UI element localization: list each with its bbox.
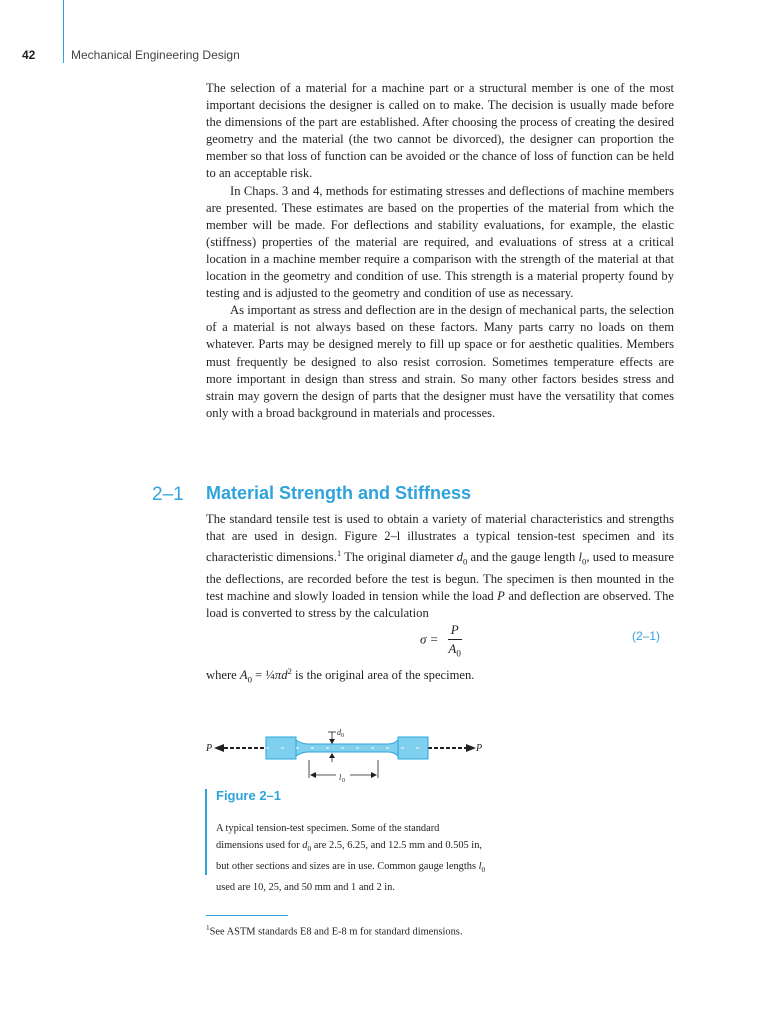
figure-label: Figure 2–1: [216, 788, 282, 803]
equation-numerator: P: [448, 622, 462, 640]
where-pi-d: πd: [274, 668, 288, 683]
equation-den-sub: 0: [456, 648, 461, 659]
where-eq: =: [252, 668, 266, 683]
page-header: [0, 44, 768, 64]
page-number: 42: [22, 48, 36, 62]
symbol-d0-sub: 0: [462, 556, 468, 567]
section-text-e: and deflection are observed. The load is converted to stress by the calculation: [206, 589, 674, 621]
running-head: Mechanical Engineering Design: [71, 48, 240, 62]
paragraph-2: In Chaps. 3 and 4, methods for estimating stresses and deflections of machine members are presented. These estimates are based on the properties of the material from which the member will be made. For deflections and stability evaluations, for example, the elastic (stiffness) properties of the material are required, and evaluations of stress at a critical location in a machine member require a comparison with the strength of the material at that location in the geometry and condition of use. This strength is a material property found by testing and is adjusted to the geometry and condition of use as necessary.: [206, 183, 674, 301]
d0-sub: 0: [341, 733, 344, 739]
equation-denominator: [448, 640, 462, 659]
equation-number: (2–1): [632, 629, 661, 643]
where-prefix: where: [206, 668, 240, 683]
paragraph-3: As important as stress and deflection are in the design of mechanical parts, the selection of a material is not always based on these factors. Many parts carry no loads on them whatever. Parts may be designed merely to fill up space or for aesthetic qualities. Members must frequently be designed to also resist corrosion. Sometimes temperature effects are more important in design than stress and strain. So many other factors besides stress and strain may govern the design of parts that the designer must have the versatility that comes only with a broad background in materials and processes.: [206, 303, 674, 420]
symbol-d0: d: [456, 550, 463, 565]
caption-text-b: are 2.5, 6.25, and 12.5 mm and 0.505 in, but other sections and sizes are in use. Common gauge lengths: [216, 840, 482, 873]
specimen-diagram: [200, 728, 490, 788]
footnote: [206, 924, 462, 937]
where-A: A: [239, 668, 248, 683]
caption-d0: d: [302, 840, 308, 851]
section-text-a: The standard tensile test is used to obtain a variety of material characteristics and strengths that are used in design. Figure 2–l illustrates a typical tension-test specimen and its characteristic dimensions.: [206, 512, 674, 565]
where-line: [206, 666, 474, 685]
d0-arrow-icon: [329, 739, 335, 744]
equation-fraction: [448, 622, 462, 659]
d0-label: d: [337, 728, 341, 737]
arrow-left-icon: [214, 744, 224, 752]
intro-text: [206, 80, 674, 422]
section-paragraph: [206, 511, 674, 622]
symbol-P: P: [497, 589, 505, 604]
section-text-d: , used to measure the deflections, are recorded before the test is begun. The specimen is then mounted in the test machine and slowly loaded in tension while the load: [206, 550, 674, 604]
paragraph-1: The selection of a material for a machine part or a structural member is one of the most important decisions the designer is called on to make. The decision is usually made before the dimensions of the part are established. After choosing the process of creating the desired geometry and the material (the two cannot be divorced), the designer can proportion the member so that loss of function can be avoided or the chance of loss of function can be held to an acceptable risk.: [206, 81, 674, 181]
section-body: [206, 511, 674, 622]
where-sup: 2: [287, 666, 292, 676]
figure-caption: [216, 820, 486, 896]
footnote-rule: [206, 915, 288, 916]
symbol-l0: l: [578, 550, 582, 565]
load-label-left: P: [206, 743, 213, 754]
section-title: Material Strength and Stiffness: [206, 483, 472, 503]
footnote-text: See ASTM standards E8 and E-8 m for standard dimensions.: [209, 926, 463, 938]
equation-2-1: [420, 622, 462, 659]
footnote-ref: 1: [336, 548, 342, 559]
l0-sub: 0: [342, 778, 345, 784]
section-text-c: and the gauge length: [467, 550, 579, 565]
symbol-l0-sub: 0: [581, 556, 587, 567]
load-label-right: P: [476, 743, 483, 754]
caption-accent-bar: [205, 789, 207, 875]
where-A-sub: 0: [247, 674, 253, 685]
caption-l0-sub: 0: [481, 866, 486, 875]
where-quarter: ¼: [265, 668, 275, 683]
caption-l0: l: [478, 861, 482, 873]
caption-d0-sub: 0: [307, 845, 312, 854]
caption-text-a: A typical tension-test specimen. Some of the standard dimensions used for: [216, 823, 440, 851]
l0-arrow-left-icon: [310, 772, 316, 778]
d0-lower-arrow-icon: [329, 753, 335, 758]
arrow-right-icon: [466, 744, 476, 752]
where-suffix: is the original area of the specimen.: [291, 668, 475, 683]
section-text-b: The original diameter: [341, 550, 457, 565]
section-number: 2–1: [152, 484, 184, 505]
l0-arrow-right-icon: [371, 772, 377, 778]
footnote-mark: 1: [206, 924, 210, 932]
equation-den-symbol: A: [448, 641, 457, 656]
caption-text-c: used are 10, 25, and 50 mm and 1 and 2 in.: [216, 882, 395, 894]
tension-specimen-figure: [200, 728, 490, 788]
equation-lhs: σ =: [420, 631, 439, 647]
l0-label: l: [339, 773, 342, 782]
